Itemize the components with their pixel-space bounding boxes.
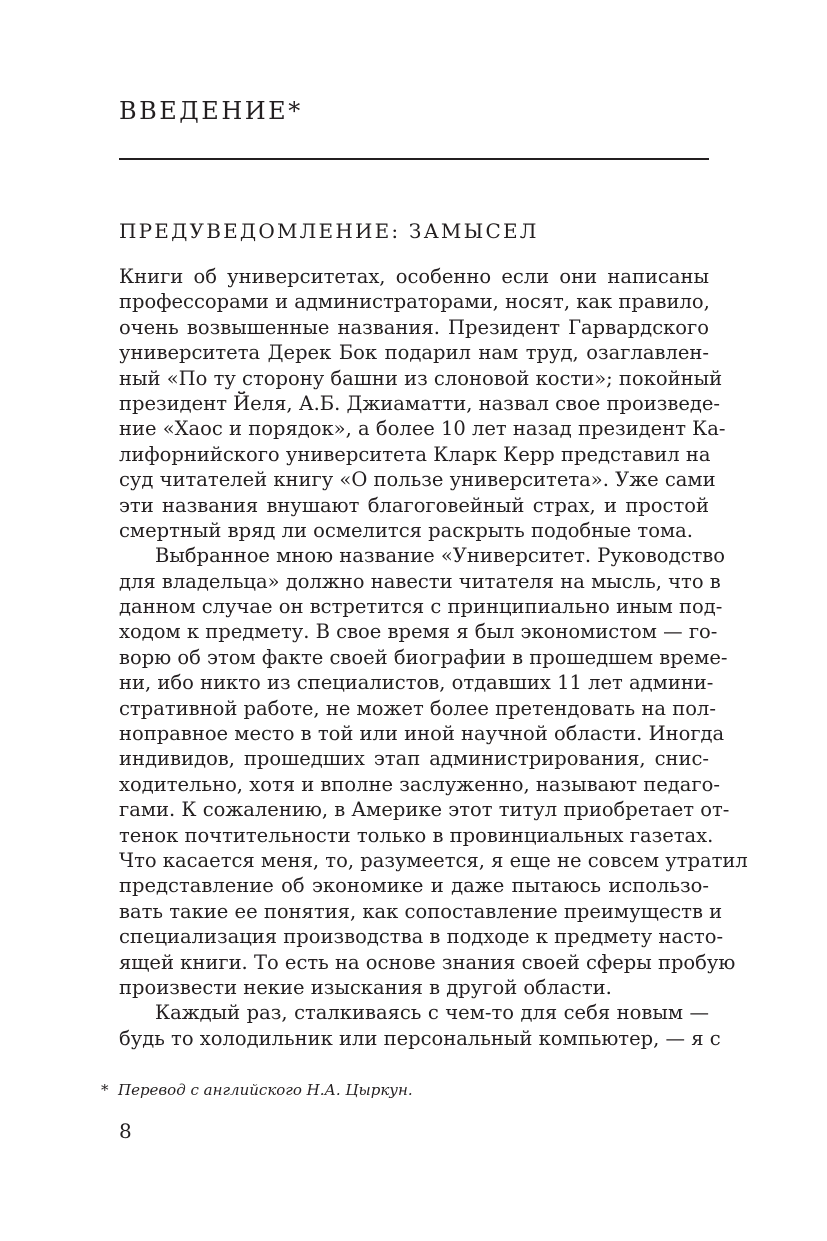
text-line: очень возвышенные названия. Президент Гарвардского bbox=[119, 315, 709, 339]
text-line: специализация производства в подходе к предмету насто- bbox=[119, 925, 724, 949]
section-title: ПРЕДУВЕДОМЛЕНИЕ: ЗАМЫСЕЛ bbox=[119, 219, 539, 243]
text-line: лифорнийского университета Кларк Керр представил на bbox=[119, 442, 711, 466]
text-line: гами. К сожалению, в Америке этот титул приобретает от- bbox=[119, 798, 730, 822]
text-line: тенок почтительности только в провинциальных газетах. bbox=[119, 823, 714, 847]
footnote-text: Перевод с английского Н.А. Цыркун. bbox=[118, 1081, 413, 1099]
text-line: вать такие ее понятия, как сопоставление преимуществ и bbox=[119, 899, 723, 923]
page-number: 8 bbox=[119, 1119, 132, 1143]
text-line: ный «По ту сторону башни из слоновой кости»; покойный bbox=[119, 366, 723, 390]
text-line: президент Йеля, А.Б. Джиаматти, назвал свое произведе- bbox=[119, 391, 721, 415]
title-divider bbox=[119, 158, 709, 160]
text-line: будь то холодильник или персональный компьютер, — я с bbox=[119, 1026, 721, 1050]
text-line: ноправное место в той или иной научной области. Иногда bbox=[119, 722, 725, 746]
text-line: ящей книги. То есть на основе знания своей сферы пробую bbox=[119, 950, 736, 974]
text-line: Книги об университетах, особенно если они написаны bbox=[119, 265, 709, 288]
text-line: ходом к предмету. В свое время я был экономистом — го- bbox=[119, 620, 718, 644]
text-line: данном случае он встретится с принципиально иным под- bbox=[119, 595, 723, 619]
text-line: смертный вряд ли осмелится раскрыть подобные тома. bbox=[119, 518, 693, 542]
text-line: ворю об этом факте своей биографии в прошедшем време- bbox=[119, 645, 728, 669]
text-line: суд читателей книгу «О пользе университета». Уже сами bbox=[119, 468, 716, 492]
body-text bbox=[119, 264, 748, 1051]
text-line: Выбранное мною название «Университет. Руководство bbox=[155, 544, 725, 568]
footnote-mark: * bbox=[101, 1081, 109, 1099]
text-line: стративной работе, не может более претендовать на пол- bbox=[119, 696, 716, 720]
text-line: профессорами и администраторами, носят, как правило, bbox=[119, 290, 710, 314]
text-line: Каждый раз, сталкиваясь с чем-то для себя новым — bbox=[155, 1001, 709, 1025]
text-line: университета Дерек Бок подарил нам труд, озаглавлен- bbox=[119, 341, 709, 365]
text-line: индивидов, прошедших этап администрирования, снис- bbox=[119, 747, 709, 771]
text-line: ни, ибо никто из специалистов, отдавших 11 лет админи- bbox=[119, 671, 714, 695]
text-line: для владельца» должно навести читателя на мысль, что в bbox=[119, 569, 721, 593]
text-line: эти названия внушают благоговейный страх, и простой bbox=[119, 493, 709, 517]
text-line: ходительно, хотя и вполне заслуженно, называют педаго- bbox=[119, 772, 720, 796]
text-line: ние «Хаос и порядок», а более 10 лет назад президент Ка- bbox=[119, 417, 726, 441]
text-line: произвести некие изыскания в другой области. bbox=[119, 975, 612, 999]
chapter-title: ВВЕДЕНИЕ* bbox=[119, 97, 303, 125]
text-line: Что касается меня, то, разумеется, я еще не совсем утратил bbox=[119, 848, 748, 872]
footnote bbox=[101, 1080, 413, 1100]
text-line: представление об экономике и даже пытаюсь использо- bbox=[119, 874, 709, 898]
